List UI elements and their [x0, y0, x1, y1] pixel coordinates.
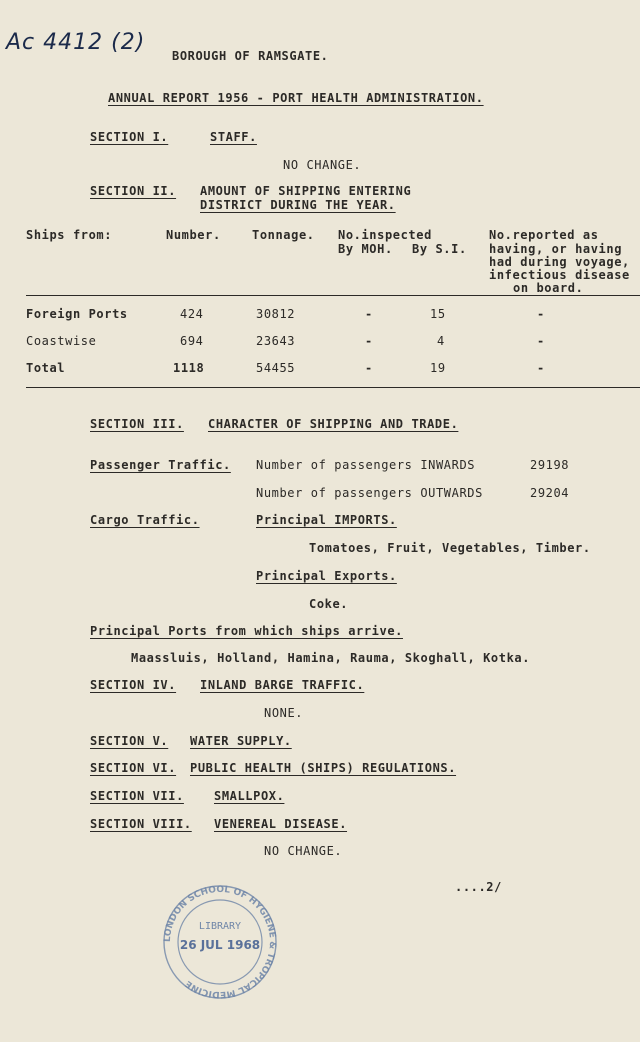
table-row-total-reported: -: [537, 361, 545, 375]
table-row-foreign-by-si: 15: [430, 307, 446, 321]
section-1-note: NO CHANGE.: [283, 158, 362, 172]
table-header-by-moh: By MOH.: [338, 242, 393, 256]
outwards-text: Number of passengers OUTWARDS: [256, 486, 483, 500]
inwards-text: Number of passengers INWARDS: [256, 458, 476, 472]
table-row-foreign-from: Foreign Ports: [26, 307, 128, 321]
imports-label: Principal IMPORTS.: [256, 513, 397, 527]
passenger-traffic-label: Passenger Traffic.: [90, 458, 231, 472]
library-stamp: [156, 883, 284, 1001]
stamp-date: 26 JUL 1968: [179, 938, 261, 952]
table-header-reported-1: No.reported as: [489, 228, 599, 242]
table-row-coastwise-reported: -: [537, 334, 545, 348]
inwards-value: 29198: [530, 458, 570, 472]
table-header-reported-5: on board.: [513, 281, 584, 295]
section-2-topic-line1: AMOUNT OF SHIPPING ENTERING: [200, 184, 412, 198]
section-3-heading: SECTION III.: [90, 417, 184, 431]
table-row-coastwise-tonnage: 23643: [256, 334, 296, 348]
stamp-ring-text: LONDON SCHOOL OF HYGIENE & TROPICAL MEDICINE: [162, 884, 278, 1000]
outwards-value: 29204: [530, 486, 570, 500]
table-row-foreign-by-moh: -: [365, 307, 373, 321]
stamp-word: LIBRARY: [198, 921, 242, 932]
table-header-rule: [26, 295, 640, 296]
table-header-number: Number.: [166, 228, 221, 242]
ports-label: Principal Ports from which ships arrive.: [90, 624, 403, 638]
section-5-topic: WATER SUPPLY.: [190, 734, 292, 748]
table-row-total-number: 1118: [173, 361, 205, 375]
reference-number: Ac 4412 (2): [6, 30, 146, 55]
section-4-heading: SECTION IV.: [90, 678, 177, 692]
table-row-foreign-reported: -: [537, 307, 545, 321]
table-header-reported-4: infectious disease: [489, 268, 630, 282]
section-8-topic: VENEREAL DISEASE.: [214, 817, 348, 831]
section-4-topic: INLAND BARGE TRAFFIC.: [200, 678, 365, 692]
section-8-note: NO CHANGE.: [264, 844, 343, 858]
table-row-coastwise-number: 694: [180, 334, 204, 348]
section-7-heading: SECTION VII.: [90, 789, 184, 803]
table-header-tonnage: Tonnage.: [252, 228, 315, 242]
table-header-by-si: By S.I.: [412, 242, 467, 256]
section-2-topic-line2: DISTRICT DURING THE YEAR.: [200, 198, 396, 212]
exports-label: Principal Exports.: [256, 569, 397, 583]
table-header-inspected: No.inspected: [338, 228, 432, 242]
table-row-total-tonnage: 54455: [256, 361, 296, 375]
section-6-topic: PUBLIC HEALTH (SHIPS) REGULATIONS.: [190, 761, 457, 775]
section-6-heading: SECTION VI.: [90, 761, 177, 775]
table-bottom-rule: [26, 387, 640, 388]
section-5-heading: SECTION V.: [90, 734, 169, 748]
exports-list: Coke.: [309, 597, 349, 611]
table-row-foreign-tonnage: 30812: [256, 307, 296, 321]
table-row-foreign-number: 424: [180, 307, 204, 321]
table-header-from: Ships from:: [26, 228, 113, 242]
table-row-coastwise-by-moh: -: [365, 334, 373, 348]
section-3-topic: CHARACTER OF SHIPPING AND TRADE.: [208, 417, 459, 431]
cargo-traffic-label: Cargo Traffic.: [90, 513, 200, 527]
section-8-heading: SECTION VIII.: [90, 817, 192, 831]
imports-list: Tomatoes, Fruit, Vegetables, Timber.: [309, 541, 591, 555]
table-row-coastwise-by-si: 4: [437, 334, 445, 348]
section-4-note: NONE.: [264, 706, 304, 720]
table-header-reported-2: having, or having: [489, 242, 623, 256]
section-1-heading: SECTION I.: [90, 130, 169, 144]
table-row-total-from: Total: [26, 361, 66, 375]
section-7-topic: SMALLPOX.: [214, 789, 285, 803]
document-subtitle: ANNUAL REPORT 1956 - PORT HEALTH ADMINISTRATION.: [108, 91, 484, 105]
table-row-total-by-si: 19: [430, 361, 446, 375]
table-header-reported-3: had during voyage,: [489, 255, 630, 269]
section-2-heading: SECTION II.: [90, 184, 177, 198]
table-row-total-by-moh: -: [365, 361, 373, 375]
page-continuation-marker: ....2/: [455, 880, 502, 894]
table-row-coastwise-from: Coastwise: [26, 334, 97, 348]
ports-list: Maassluis, Holland, Hamina, Rauma, Skoghall, Kotka.: [131, 651, 531, 665]
section-1-topic: STAFF.: [210, 130, 257, 144]
document-title: BOROUGH OF RAMSGATE.: [172, 49, 329, 63]
